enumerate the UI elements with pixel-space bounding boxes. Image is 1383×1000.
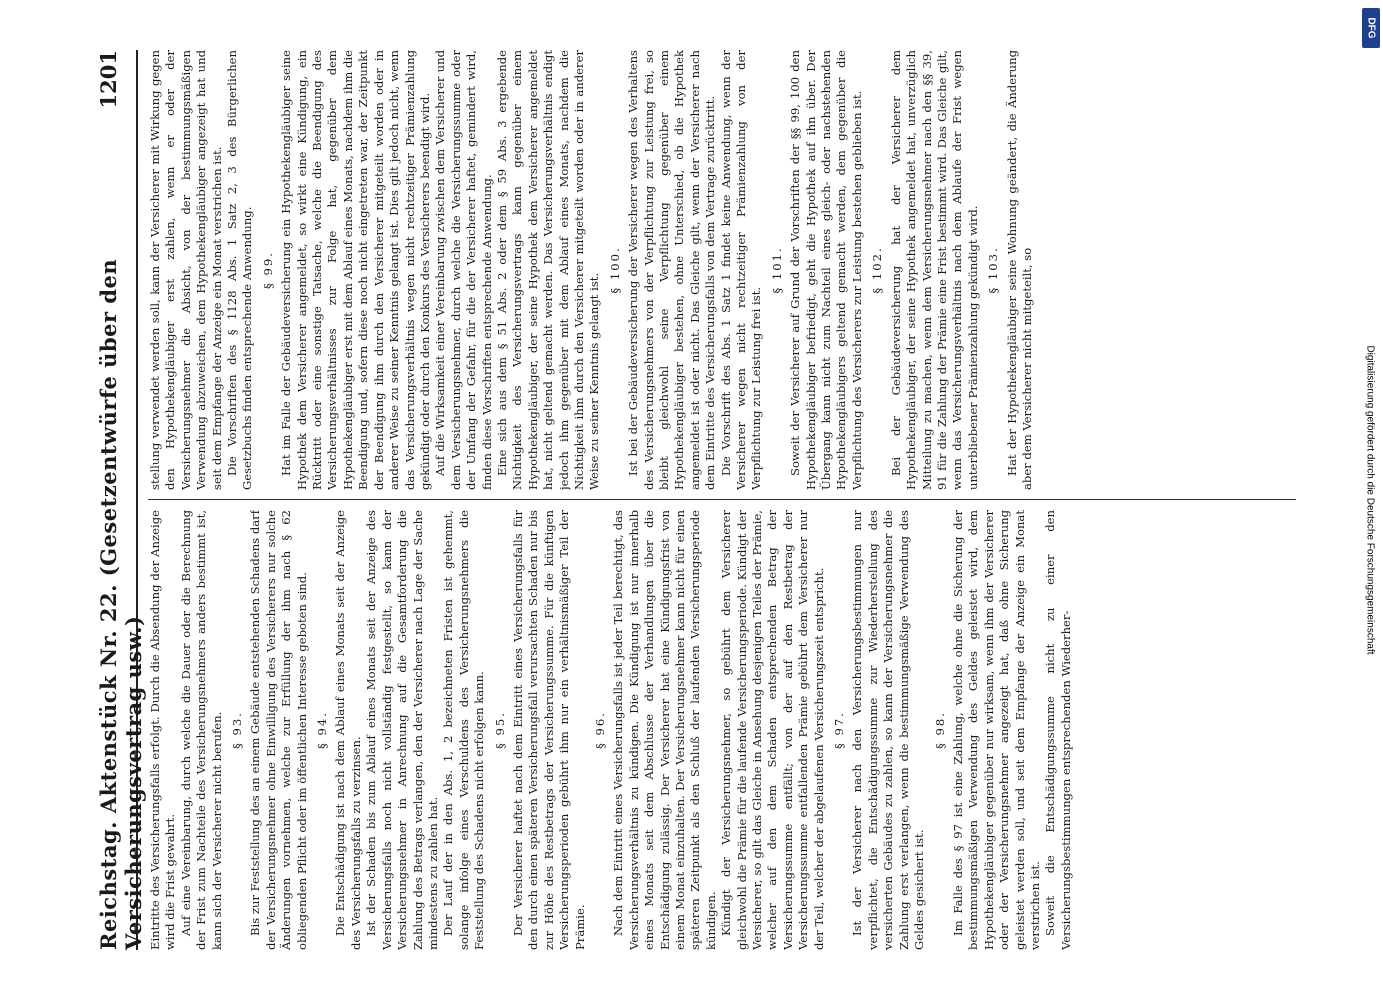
section-heading: § 102. <box>870 246 885 294</box>
page-header <box>96 50 146 950</box>
dfg-logo-text: DFG <box>1365 17 1377 39</box>
paragraph: Auf die Wirksamkeit einer Vereinbarung zwischen dem Versicherer und dem Versicherungsnehmer, durch welche die Versicherungssumme oder der Umfang der Gefahr, für die der Versicherer haftet, gemindert wird, finden diese Vorschriften entsprechende Anwendung. <box>433 50 494 490</box>
column-divider <box>148 499 1296 500</box>
section-heading: § 98. <box>932 711 947 749</box>
paragraph: Ist der Schaden bis zum Ablauf eines Monats seit der Anzeige des Versicherungsfalls noch nicht vollständig festgestellt, so kann der Versicherungsnehmer in Anrechnung auf die Gesamtforderung die Zahlung des Betrags verlangen, den der Versicherer nach Lage der Sache mindestens zu zahlen hat. <box>364 510 440 950</box>
left-column <box>148 510 1296 950</box>
paragraph: Ist bei der Gebäudeversicherung der Versicherer wegen des Verhaltens des Versicherungsnehmers von der Verpflichtung zur Leistung frei, so bleibt gleichwohl seine Verpflichtung gegenüber einem Hypothekengläubiger bestehen, ohne Unterschied, ob die Hypothek angemeldet ist oder nicht. Das Gleiche gilt, wenn der Versicherer nach dem Eintritte des Versicherungsfalls von dem Vertrage zurücktritt. <box>626 50 718 490</box>
paragraph: Eintritte des Versicherungsfalls erfolgt. Durch die Absendung der Anzeige wird die Frist gewahrt. <box>148 510 178 950</box>
paragraph: Soweit die Entschädigungssumme nicht zu einer den Versicherungsbestimmungen entsprechenden Wiederher- <box>1043 510 1073 950</box>
paragraph: Im Falle des § 97 ist eine Zahlung, welche ohne die Sicherung der bestimmungsmäßigen Verwendung des Geldes geleistet wird, dem Hypothekengläubiger gegenüber nur wirksam, wenn ihm der Versicherer oder der Versicherungsnehmer angezeigt hat, daß ohne Sicherung geleistet werden soll, und seit dem Empfange der Anzeige ein Monat verstrichen ist. <box>950 510 1042 950</box>
page-number: 1201 <box>96 50 121 109</box>
header-title: Reichstag. Aktenstück Nr. 22. (Gesetzentwürfe über den Versicherungsvertrag usw.) <box>96 258 146 950</box>
paragraph: Die Entschädigung ist nach dem Ablauf eines Monats seit der Anzeige des Versicherungsfalls zu verzinsen. <box>333 510 363 950</box>
right-column <box>148 50 1296 490</box>
paragraph: Kündigt der Versicherungsnehmer, so gebührt dem Versicherer gleichwohl die Prämie für die laufende Versicherungsperiode. Kündigt der Versicherer, so gilt das Gleiche in Ansehung desjenigen Teiles der Prämie, welcher auf den dem Schaden entsprechenden Betrag der Versicherungssumme entfällt; von der auf den Restbetrag der Versicherungssumme entfallenden Prämie gebührt dem Versicherer nur der Teil, welcher der abgelaufenen Versicherungszeit entspricht. <box>719 510 826 950</box>
paragraph: Die Vorschrift des Abs. 1 Satz 1 findet keine Anwendung, wenn der Versicherer wegen nicht rechtzeitiger Prämienzahlung von der Verpflichtung zur Leistung frei ist. <box>718 50 764 490</box>
paragraph: Nach dem Eintritt eines Versicherungsfalls ist jeder Teil berechtigt, das Versicherungsverhältnis zu kündigen. Die Kündigung ist nur innerhalb eines Monats seit dem Abschlusse der Verhandlungen über die Entschädigung zulässig. Der Versicherer hat eine Kündigungsfrist von einem Monat einzuhalten. Der Versicherungsnehmer kann nicht für einen späteren Zeitpunkt als den Schluß der laufenden Versicherungsperiode kündigen. <box>611 510 718 950</box>
section-heading: § 103. <box>986 246 1001 294</box>
paragraph: Eine sich aus dem § 51 Abs. 2 oder dem § 59 Abs. 3 ergebende Nichtigkeit des Versicherungsvertrags kann gegenüber einem Hypothekengläubiger, der seine Hypothek dem Versicherer angemeldet hat, nicht geltend gemacht werden. Das Versicherungsverhältnis endigt jedoch ihm gegenüber mit dem Ablauf eines Monats, nachdem die Nichtigkeit ihm durch den Versicherer mitgeteilt worden oder in anderer Weise zu seiner Kenntnis gelangt ist. <box>494 50 602 490</box>
paragraph: Hat der Hypothekengläubiger seine Wohnung geändert, die Änderung aber dem Versicherer nicht mitgeteilt, so <box>1004 50 1034 490</box>
section-heading: § 101. <box>769 246 784 294</box>
text-columns <box>148 50 1296 950</box>
paragraph: Ist der Versicherer nach den Versicherungsbestimmungen nur verpflichtet, die Entschädigungssumme zur Wiederherstellung des versicherten Gebäudes zu zahlen, so kann der Versicherungsnehmer die Zahlung erst verlangen, wenn die bestimmungsmäßige Verwendung des Geldes gesichert ist. <box>850 510 927 950</box>
paragraph: Auf eine Vereinbarung, durch welche die Dauer oder die Berechnung der Frist zum Nachteile des Versicherungsnehmers anders bestimmt ist, kann sich der Versicherer nicht berufen. <box>178 510 224 950</box>
paragraph: Die Vorschriften des § 1128 Abs. 1 Satz 2, 3 des Bürgerlichen Gesetzbuchs finden entsprechende Anwendung. <box>225 50 255 490</box>
section-heading: § 96. <box>592 711 607 749</box>
paragraph: Der Versicherer haftet nach dem Eintritt eines Versicherungsfalls für den durch einen späteren Versicherungsfall verursachten Schaden nur bis zur Höhe des Restbetrags der Versicherungssumme. Für die künftigen Versicherungsperioden gebührt ihm nur ein verhältnismäßiger Teil der Prämie. <box>510 510 587 950</box>
paragraph: Soweit der Versicherer auf Grund der Vorschriften der §§ 99, 100 den Hypothekengläubiger befriedigt, geht die Hypothek auf ihn über. Der Übergang kann nicht zum Nachteil eines gleich- oder nachstehenden Hypothekengläubigers geltend gemacht werden, dem gegenüber die Verpflichtung des Versicherers zur Leistung bestehen geblieben ist. <box>788 50 864 490</box>
section-heading: § 99. <box>260 251 275 289</box>
section-heading: § 93. <box>230 711 245 749</box>
section-heading: § 95. <box>492 711 507 749</box>
section-heading: § 94. <box>315 711 330 749</box>
digitization-note <box>1363 10 1377 990</box>
paragraph: Der Lauf der in den Abs. 1, 2 bezeichneten Fristen ist gehemmt, solange infolge eines Verschuldens des Versicherungsnehmers die Feststellung des Schadens nicht erfolgen kann. <box>441 510 487 950</box>
paragraph: Hat im Falle der Gebäudeversicherung ein Hypothekengläubiger seine Hypothek dem Versicherer angemeldet, so wirkt eine Kündigung, ein Rücktritt oder eine sonstige Tatsache, welche die Beendigung des Versicherungsverhältnisses zur Folge hat, gegenüber dem Hypothekengläubiger erst mit dem Ablauf eines Monats, nachdem ihm die Beendigung und, sofern diese noch nicht eingetreten war, der Zeitpunkt der Beendigung ihm durch den Versicherer mitgeteilt worden oder in anderer Weise zu seiner Kenntnis gelangt ist. Dies gilt jedoch nicht, wenn das Versicherungsverhältnis wegen nicht rechtzeitiger Prämienzahlung gekündigt oder durch den Konkurs des Versicherers beendigt wird. <box>279 50 432 490</box>
paragraph: Bis zur Feststellung des an einem Gebäude entstehenden Schadens darf der Versicherungsnehmer ohne Einwilligung des Versicherers nur solche Änderungen vornehmen, welche zur Erfüllung der ihm nach § 62 obliegenden Pflicht oder im öffentlichen Interesse geboten sind. <box>248 510 309 950</box>
paragraph: Bei der Gebäudeversicherung hat der Versicherer dem Hypothekengläubiger, der seine Hypothek angemeldet hat, unverzüglich Mitteilung zu machen, wenn dem Versicherungsnehmer nach den §§ 39, 91 für die Zahlung der Prämie eine Frist bestimmt wird. Das Gleiche gilt, wenn das Versicherungsverhältnis nach dem Ablaufe der Frist wegen unterbliebener Prämienzahlung gekündigt wird. <box>888 50 980 490</box>
document-page <box>66 30 1316 970</box>
paragraph: stellung verwendet werden soll, kann der Versicherer mit Wirkung gegen den Hypothekengläubiger erst zahlen, wenn er oder der Versicherungsnehmer die Absicht, von der bestimmungsmäßigen Verwendung abzuweichen, dem Hypothekengläubiger angezeigt hat und seit dem Empfange der Anzeige ein Monat verstrichen ist. <box>148 50 224 490</box>
digitization-note-text: Digitalisierung gefördert durch die Deutsche Forschungsgemeinschaft <box>1364 345 1376 655</box>
section-heading: § 100. <box>607 246 622 294</box>
section-heading: § 97. <box>832 711 847 749</box>
